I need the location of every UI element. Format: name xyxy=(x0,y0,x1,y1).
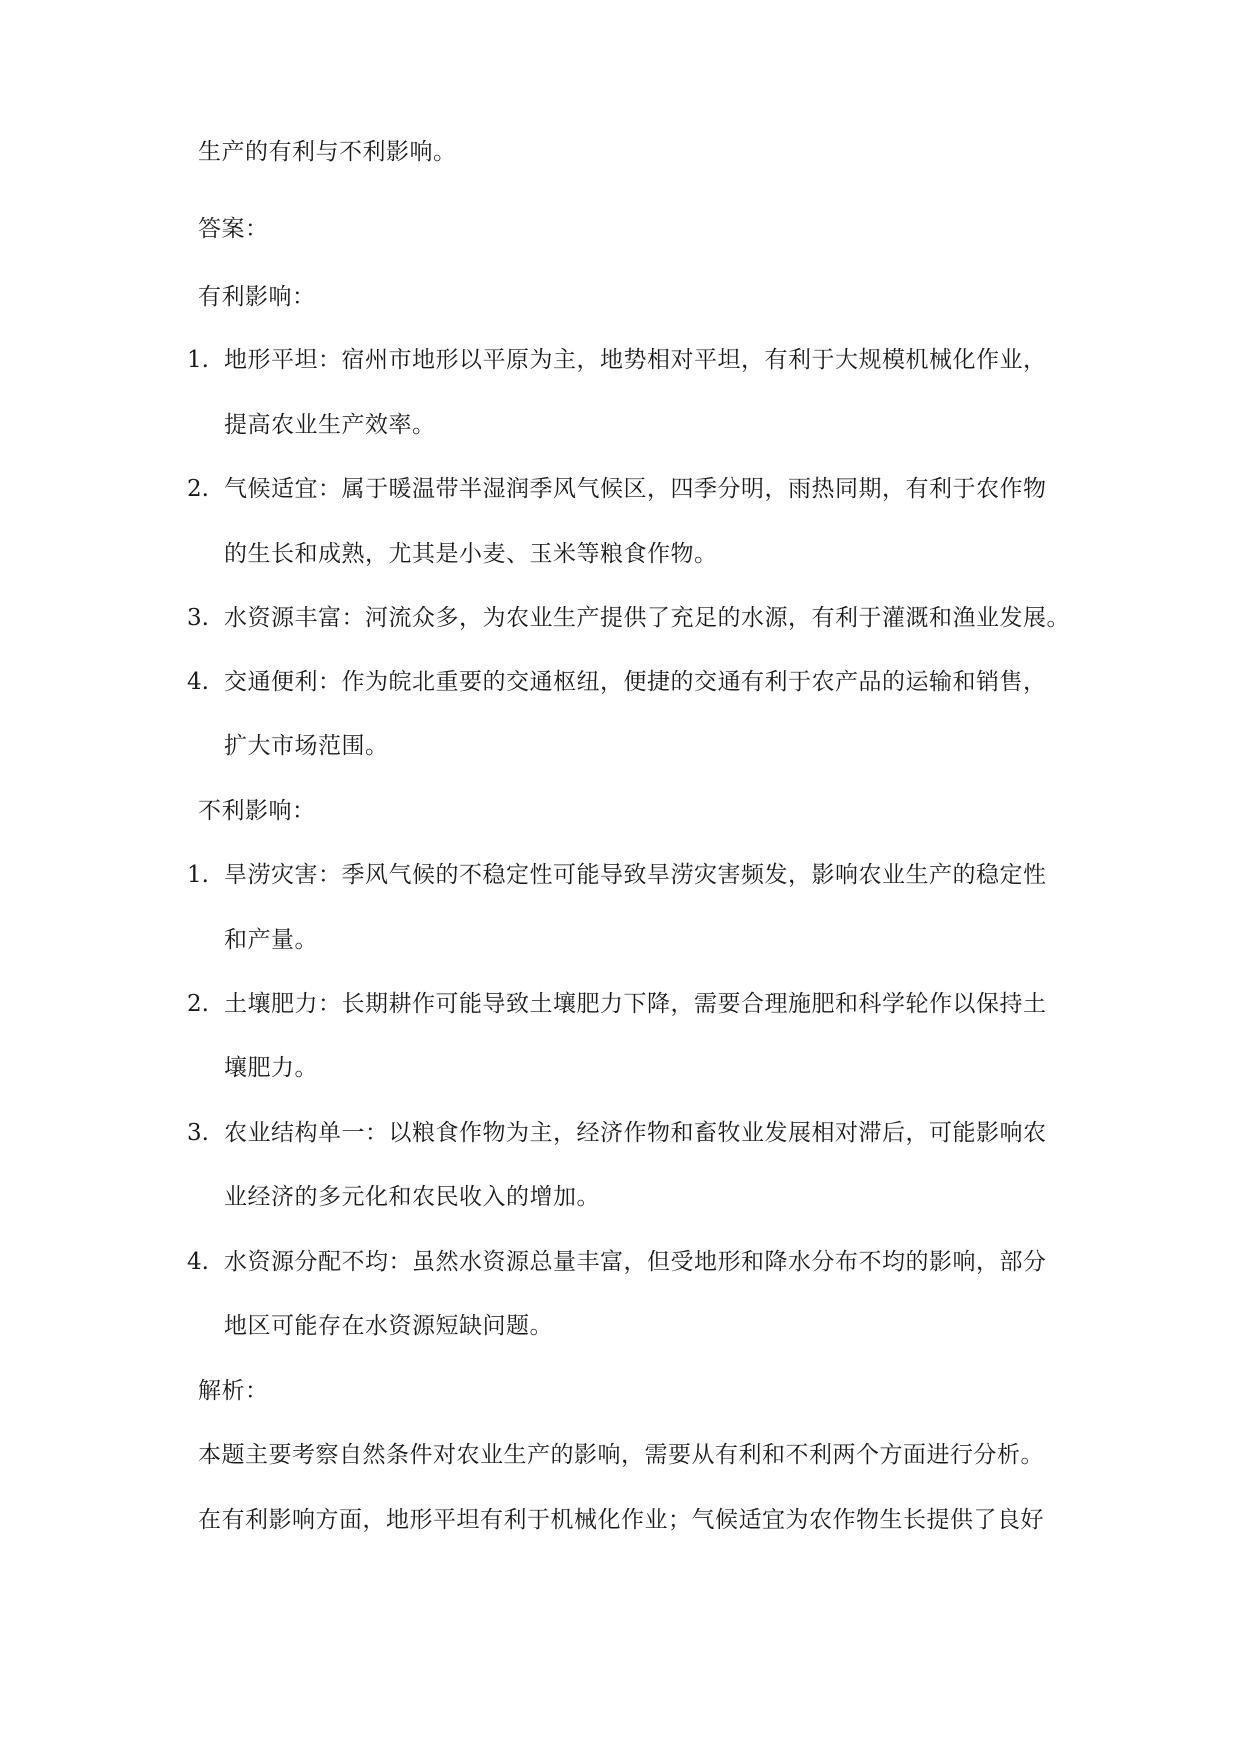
unfavorable-item-4-number: 4. xyxy=(187,1249,209,1275)
unfavorable-item-2-number: 2. xyxy=(187,991,209,1017)
favorable-item-1-number: 1. xyxy=(187,347,209,373)
unfavorable-item-3-number: 3. xyxy=(187,1120,209,1146)
favorable-item-1-line1: 地形平坦：宿州市地形以平原为主，地势相对平坦，有利于大规模机械化作业， xyxy=(224,347,1047,373)
unfavorable-heading: 不利影响： xyxy=(198,798,316,824)
favorable-item-3-line1: 水资源丰富：河流众多，为农业生产提供了充足的水源，有利于灌溉和渔业发展。 xyxy=(224,605,1070,631)
analysis-line-1: 本题主要考察自然条件对农业生产的影响，需要从有利和不利两个方面进行分析。 xyxy=(198,1442,1044,1468)
favorable-heading: 有利影响： xyxy=(198,284,316,310)
analysis-label: 解析： xyxy=(198,1378,269,1404)
unfavorable-item-4-line1: 水资源分配不均：虽然水资源总量丰富，但受地形和降水分布不均的影响，部分 xyxy=(224,1249,1047,1275)
favorable-item-1-line2: 提高农业生产效率。 xyxy=(224,412,436,438)
unfavorable-item-3-line1: 农业结构单一：以粮食作物为主，经济作物和畜牧业发展相对滞后，可能影响农 xyxy=(224,1120,1047,1146)
question-tail: 生产的有利与不利影响。 xyxy=(198,139,457,165)
favorable-item-2-line2: 的生长和成熟，尤其是小麦、玉米等粮食作物。 xyxy=(224,541,718,567)
unfavorable-item-1-line2: 和产量。 xyxy=(224,927,318,953)
favorable-item-4-number: 4. xyxy=(187,669,209,695)
unfavorable-item-3-line2: 业经济的多元化和农民收入的增加。 xyxy=(224,1184,600,1210)
unfavorable-item-4-line2: 地区可能存在水资源短缺问题。 xyxy=(224,1313,553,1339)
answer-label: 答案： xyxy=(198,216,269,242)
unfavorable-item-1-line1: 旱涝灾害：季风气候的不稳定性可能导致旱涝灾害频发，影响农业生产的稳定性 xyxy=(224,862,1047,888)
favorable-item-2-number: 2. xyxy=(187,476,209,502)
favorable-item-2-line1: 气候适宜：属于暖温带半湿润季风气候区，四季分明，雨热同期，有利于农作物 xyxy=(224,476,1047,502)
favorable-item-4-line2: 扩大市场范围。 xyxy=(224,733,389,759)
analysis-line-2: 在有利影响方面，地形平坦有利于机械化作业；气候适宜为农作物生长提供了良好 xyxy=(198,1507,1044,1533)
favorable-item-3-number: 3. xyxy=(187,605,209,631)
unfavorable-item-1-number: 1. xyxy=(187,862,209,888)
unfavorable-item-2-line1: 土壤肥力：长期耕作可能导致土壤肥力下降，需要合理施肥和科学轮作以保持土 xyxy=(224,991,1047,1017)
unfavorable-item-2-line2: 壤肥力。 xyxy=(224,1055,318,1081)
favorable-item-4-line1: 交通便利：作为皖北重要的交通枢纽，便捷的交通有利于农产品的运输和销售， xyxy=(224,669,1047,695)
